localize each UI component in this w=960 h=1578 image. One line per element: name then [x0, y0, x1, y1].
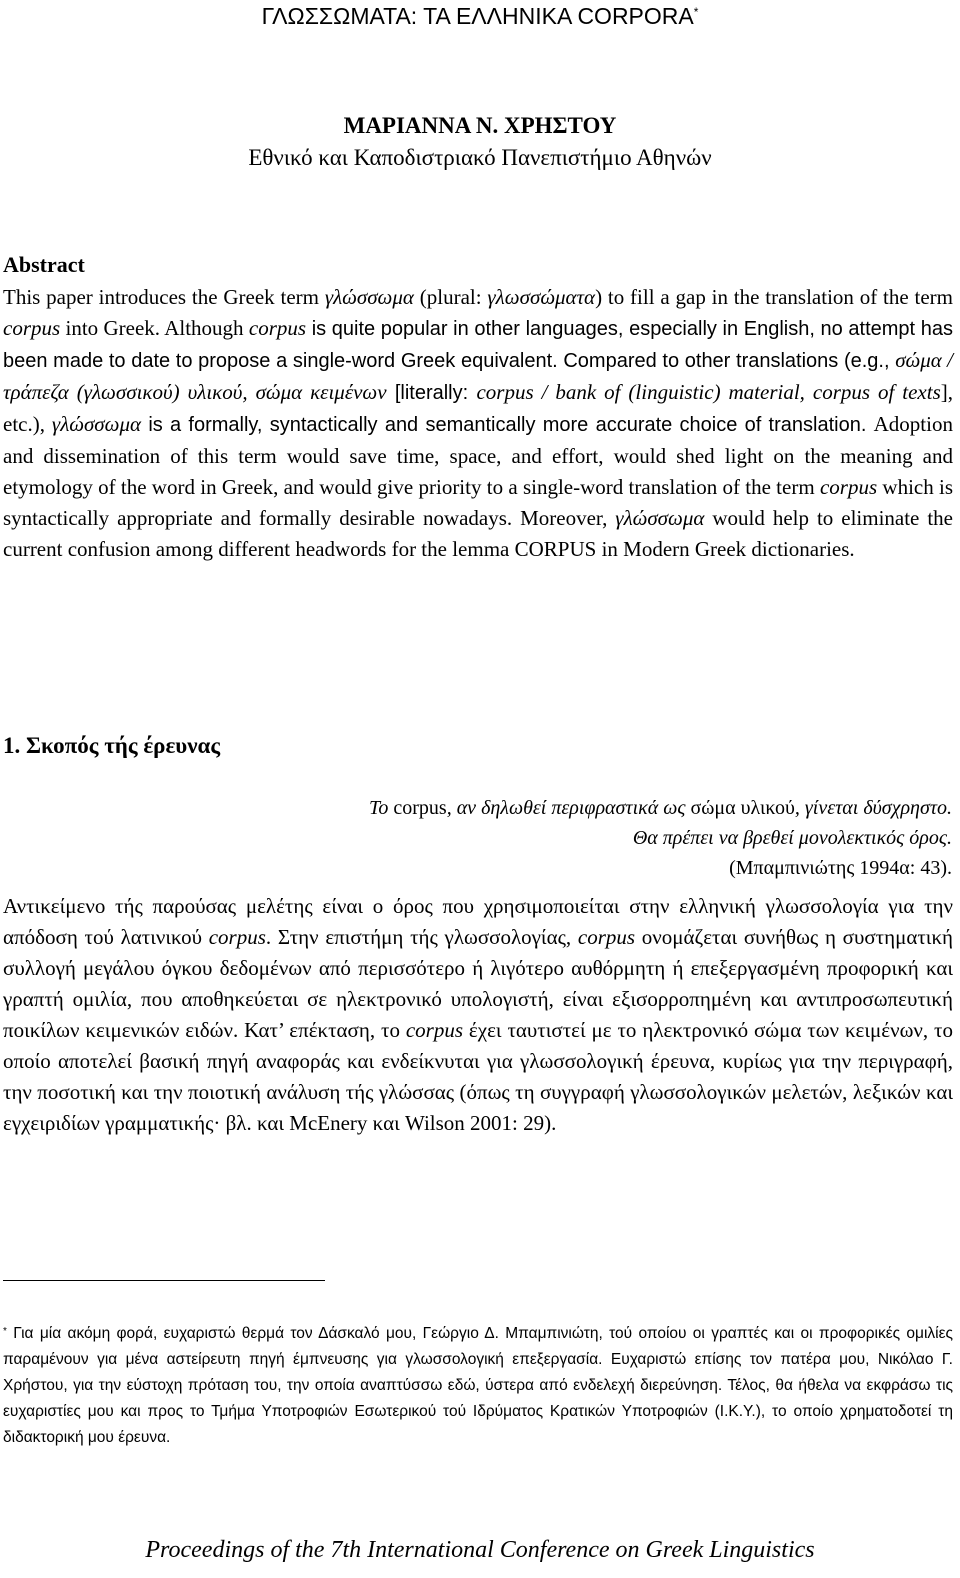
text-run: γλώσσωμα [51, 412, 142, 436]
text-run: in Modern Greek dictionaries. [596, 537, 855, 561]
epigraph-line [369, 793, 952, 823]
text-run: corpus [819, 475, 878, 499]
epigraph-line: Θα πρέπει να βρεθεί μονολεκτικός όρος. [632, 827, 952, 849]
text-run: is a formally, syntactically and semantically more accurate choice of translation. [141, 414, 874, 436]
text-run: ) to fill a gap in the translation of the term [595, 285, 954, 309]
text-run: έχει ταυτιστεί με το ηλεκτρονικό σώμα των κειμένων, το οποίο αποτελεί βασική πηγή αναφοράς και ενδείκνυται για γλωσσολογική έρευνα, κυρίως για την περιγραφή, την ποσοτική και την ποιοτική ανάλυση τής γλώσσας (όπως τη συγγραφή γλωσσολογικών μελετών, λεξικών και εγχειριδίων γραμματικής· βλ. και McEnery και Wilson 2001: 29). [3, 1018, 953, 1135]
text-run: Αντικείμενο τής παρούσας μελέτης είναι ο όρος που χρησιμοποιείται στην ελληνική γλωσσολογία για την απόδοση τού λατινικού [3, 894, 953, 949]
paper-title-text: ΓΛΩΣΣΩΜΑΤΑ: ΤΑ ΕΛΛΗΝΙΚΑ CORPORA [261, 3, 694, 29]
text-run: into Greek. Although [60, 316, 249, 340]
text-run: corpus [388, 797, 447, 819]
text-run: corpus [3, 316, 61, 340]
text-run: γλωσσώματα [487, 285, 596, 309]
author-block [0, 110, 960, 174]
text-run: CORPUS [514, 537, 597, 561]
author-name: ΜΑΡΙΑΝΝΑ Ν. ΧΡΗΣΤΟΥ [343, 113, 617, 138]
text-run: corpus [405, 1018, 464, 1042]
footnote-mark: * [3, 1326, 7, 1337]
text-run: which is syntactically appropriate and formally desirable nowadays. Moreover, [3, 475, 954, 530]
footnote-divider [3, 1280, 325, 1281]
epigraph-citation: (Μπαμπινιώτης 1994α: 43). [729, 857, 952, 879]
text-run: corpus / bank of (linguistic) material, corpus of texts [476, 380, 941, 404]
section-heading: 1. Σκοπός τής έρευνας [3, 733, 221, 758]
text-run: corpus [248, 316, 307, 340]
author-affiliation: Εθνικό και Καποδιστριακό Πανεπιστήμιο Αθηνών [248, 145, 712, 170]
text-run: ονομάζεται συνήθως η συστηματική συλλογή μεγάλου όγκου δεδομένων από περισσότερο ή λιγότερο αυθόρμητη ή επεξεργασμένη προφορική και γραπτή ομιλία, που αποθηκεύεται σε ηλεκτρονικό υπολογιστή, είναι εξισορροπημένη και αντιπροσωπευτική ποικίλων κειμενικών ειδών. Κατ’ επέκταση, το [3, 925, 954, 1042]
epigraph [369, 793, 952, 883]
text-run: (plural: [413, 285, 488, 309]
footnote-text: Για μία ακόμη φορά, ευχαριστώ θερμά τον Δάσκαλό μου, Γεώργιο Δ. Μπαμπινιώτη, τού οποίου οι γραπτές και οι προφορικές ομιλίες παραμένουν για μένα αστείρευτη πηγή έμπνευσης για γλωσσολογική επεξεργασία. Ευχαριστώ επίσης τον πατέρα μου, Νικόλαο Γ. Χρήστου, για την εύστοχη πρόταση του, την οποία αναπτύσσω εδώ, ύστερα από ενδελεχή διερεύνηση. Τέλος, θα ήθελα να εκφράσω τις ευχαριστίες μου και προς το Τμήμα Υποτροφιών Εσωτερικού τού Ιδρύματος Κρατικών Υποτροφιών (Ι.Κ.Υ.), το οποίο χρηματοδοτεί τη διδακτορική μου έρευνα. [3, 1325, 953, 1446]
text-run: is quite popular in other languages, especially in English, no attempt has been made to date to propose a single-word Greek equivalent. Compared to other translations (e.g., [3, 318, 953, 372]
paper-title [0, 2, 960, 30]
text-run: corpus [208, 925, 266, 949]
text-run: Το [369, 797, 389, 819]
text-run: would help to eliminate the current confusion among different headwords for the lemma [3, 506, 953, 561]
text-run: σώμα υλικού [685, 797, 795, 819]
page-footer: Proceedings of the 7th International Conference on Greek Linguistics [145, 1537, 815, 1563]
text-run: . Στην επιστήμη τής γλωσσολογίας, [265, 925, 578, 949]
text-run: γλώσσωμα [324, 285, 414, 309]
text-run: corpus [577, 925, 636, 949]
title-footnote-mark: * [693, 5, 699, 19]
text-run: [literally: [386, 382, 477, 404]
text-run: This paper introduces the Greek term [3, 285, 325, 309]
text-run: ], etc.), [3, 380, 954, 436]
text-run: , γίνεται δύσχρηστο. [794, 797, 952, 819]
text-run: σώμα / τράπεζα (γλωσσικού) υλικού, σώμα κειμένων [3, 348, 953, 404]
footnote [3, 1321, 953, 1451]
abstract-heading: Abstract [3, 252, 85, 277]
text-run: γλώσσωμα [615, 506, 705, 530]
section-paragraph [3, 891, 953, 1139]
text-run: , αν δηλωθεί περιφραστικά ως [446, 797, 686, 819]
abstract-body [3, 282, 953, 565]
text-run: Adoption and dissemination of this term would save time, space, and effort, would shed light on the meaning and etymology of the word in Greek, and would give priority to a single-word translation of the term [3, 412, 953, 499]
